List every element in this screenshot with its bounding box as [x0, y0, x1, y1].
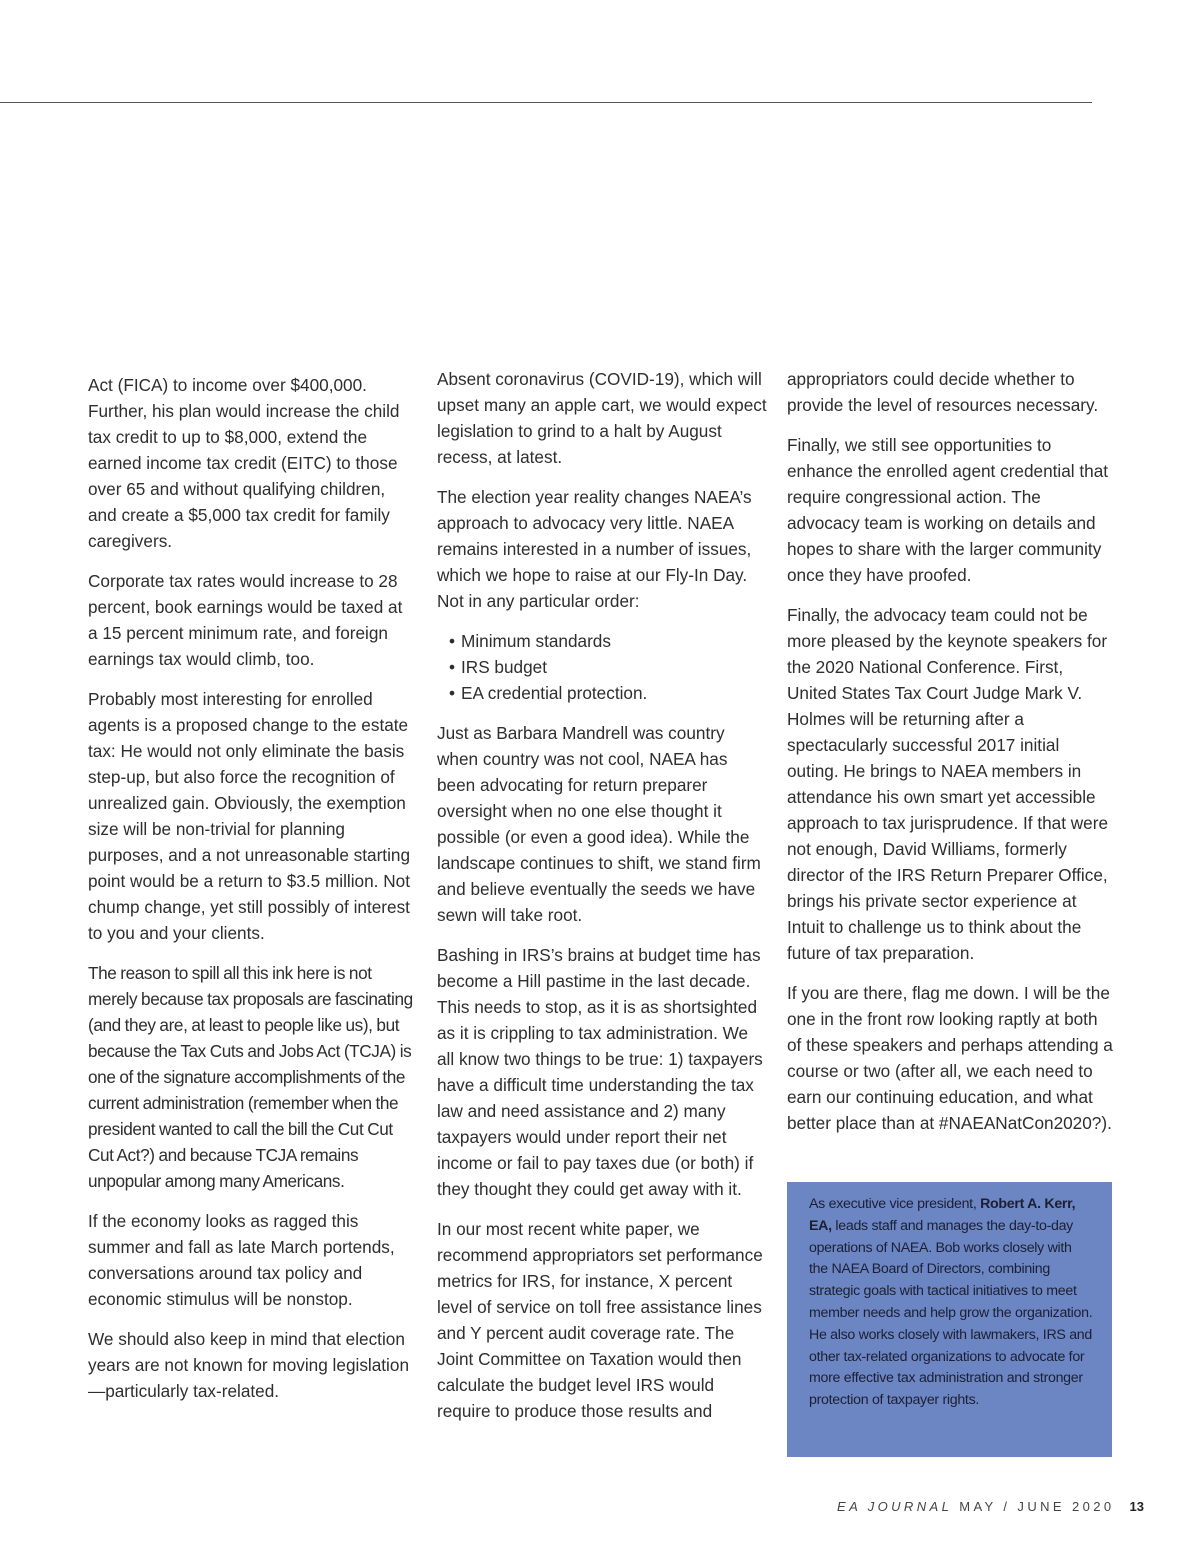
paragraph: Act (FICA) to income over $400,000. Further, his plan would increase the child tax credit to up to $8,000, extend the earned income tax credit (EITC) to those over 65 and without qualifying children, and create a $5,000 tax credit for family caregivers.	[88, 375, 400, 551]
paragraph: Absent coronavirus (COVID-19), which will upset many an apple cart, we would expect legislation to grind to a halt by August recess, at latest.	[437, 369, 767, 467]
author-name: Robert A. Kerr, EA,	[809, 1196, 1076, 1234]
paragraph: If you are there, flag me down. I will be the one in the front row looking raptly at both of these speakers and perhaps attending a course or two (after all, we each need to earn our continuing education, and what better place than at #NAEANatCon2020?).	[787, 983, 1113, 1133]
paragraph: In our most recent white paper, we recommend appropriators set performance metrics for IRS, for instance, X percent level of service on toll free assistance lines and Y percent audit coverage rate. The Joint Committee on Taxation would then calculate the budget level IRS would require to produce those results and	[437, 1219, 763, 1421]
paragraph: Just as Barbara Mandrell was country when country was not cool, NAEA has been advocating for return preparer oversight when no one else thought it possible (or even a good idea). While the landscape continues to shift, we stand firm and believe eventually the seeds we have sewn will take root.	[437, 723, 761, 925]
page-number: 13	[1129, 1499, 1144, 1514]
issue-date: MAY / JUNE 2020	[959, 1499, 1115, 1514]
list-item: • Minimum standards	[449, 628, 767, 654]
article-column-1	[88, 372, 416, 1418]
article-column-3	[787, 366, 1113, 1150]
article-column-2	[437, 366, 767, 1438]
paragraph: Finally, we still see opportunities to enhance the enrolled agent credential that require congressional action. The advocacy team is working on details and hopes to share with the larger community once they have proofed.	[787, 435, 1109, 585]
header-rule	[0, 102, 1092, 103]
paragraph: appropriators could decide whether to provide the level of resources necessary.	[787, 369, 1099, 415]
paragraph: If the economy looks as ragged this summer and fall as late March portends, conversations around tax policy and economic stimulus will be nonstop.	[88, 1211, 395, 1309]
paragraph: Probably most interesting for enrolled agents is a proposed change to the estate tax: He would not only eliminate the basis step-up, but also force the recognition of unrealized gain. Obviously, the exemption size will be non-trivial for planning purposes, and a not unreasonable starting point would be a return to $3.5 million. Not chump change, yet still possibly of interest to you and your clients.	[88, 689, 411, 943]
page-footer	[837, 1499, 1144, 1514]
bio-text: leads staff and manages the day-to-day operations of NAEA. Bob works closely with the NAEA Board of Directors, combining strategic goals with tactical initiatives to meet member needs and help grow the organization. He also works closely with lawmakers, IRS and other tax-related organizations to advocate for more effective tax administration and stronger protection of taxpayer rights.	[809, 1217, 1093, 1409]
paragraph: Corporate tax rates would increase to 28 percent, book earnings would be taxed at a 15 percent minimum rate, and foreign earnings tax would climb, too.	[88, 571, 403, 669]
advocacy-issues-list	[437, 628, 767, 706]
author-bio-box	[787, 1182, 1112, 1457]
paragraph: Bashing in IRS’s brains at budget time has become a Hill pastime in the last decade. This needs to stop, as it is as shortsighted as it is crippling to tax administration. We all know two things to be true: 1) taxpayers have a difficult time understanding the tax law and need assistance and 2) many taxpayers would under report their net income or fail to pay taxes due (or both) if they thought they could get away with it.	[437, 945, 763, 1199]
paragraph: The election year reality changes NAEA’s approach to advocacy very little. NAEA remains interested in a number of issues, which we hope to raise at our Fly-In Day. Not in any particular order:	[437, 487, 752, 611]
paragraph: The reason to spill all this ink here is not merely because tax proposals are fascinating (and they are, at least to people like us), but because the Tax Cuts and Jobs Act (TCJA) is one of the signature accomplishments of the current administration (remember when the president wanted to call the bill the Cut Cut Cut Act?) and because TCJA remains unpopular among many Americans.	[88, 963, 413, 1191]
paragraph: We should also keep in mind that election years are not known for moving legislation—particularly tax-related.	[88, 1329, 409, 1401]
paragraph: Finally, the advocacy team could not be more pleased by the keynote speakers for the 2020 National Conference. First, United States Tax Court Judge Mark V. Holmes will be returning after a spectacularly successful 2017 initial outing. He brings to NAEA members in attendance his own smart yet accessible approach to tax jurisprudence. If that were not enough, David Williams, formerly director of the IRS Return Preparer Office, brings his private sector experience at Intuit to challenge us to think about the future of tax preparation.	[787, 605, 1109, 963]
journal-name: EA JOURNAL	[837, 1499, 953, 1514]
bio-intro: As executive vice president,	[809, 1196, 981, 1212]
list-item: • IRS budget	[449, 654, 767, 680]
list-item: • EA credential protection.	[449, 680, 767, 706]
